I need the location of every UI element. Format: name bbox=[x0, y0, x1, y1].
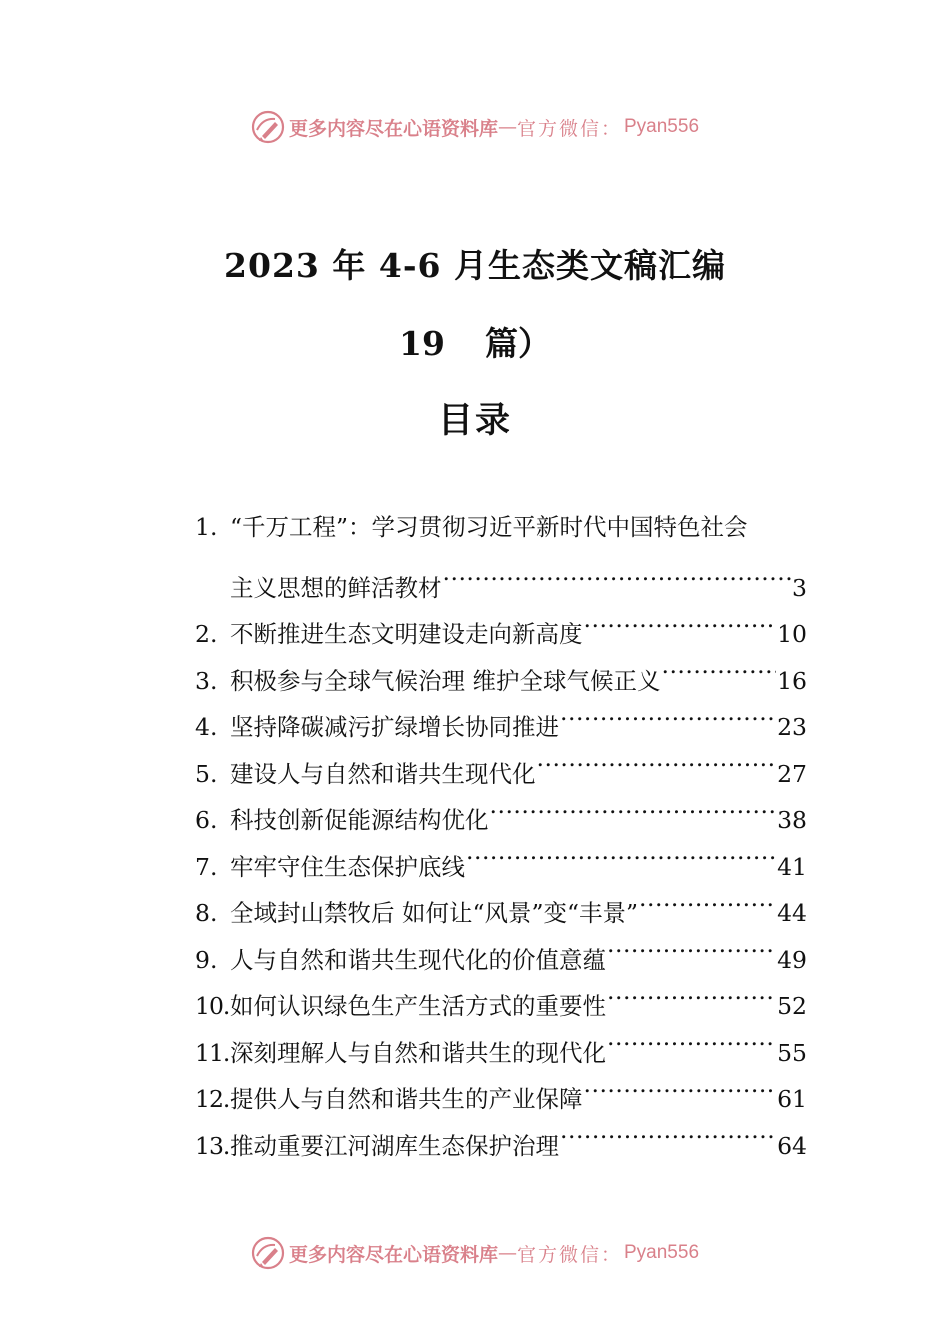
toc-leader-dots bbox=[639, 875, 776, 922]
toc-item-title: 建设人与自然和谐共生现代化 bbox=[230, 759, 536, 788]
pen-logo-icon bbox=[251, 1236, 285, 1270]
toc-leader-dots bbox=[490, 782, 777, 829]
toc-item-page: 61 bbox=[777, 1085, 807, 1113]
toc-leader-dots bbox=[443, 549, 792, 596]
toc-item-title: 不断推进生态文明建设走向新高度 bbox=[230, 620, 583, 648]
toc-item-number: 6. bbox=[195, 806, 218, 834]
watermark-main-text: 更多内容尽在心语资料库 bbox=[288, 117, 498, 140]
toc-leader-dots bbox=[584, 1061, 777, 1108]
toc-item-page: 38 bbox=[777, 806, 807, 834]
toc-item-title: 提供人与自然和谐共生的产业保障 bbox=[230, 1085, 583, 1113]
toc-leader-dots bbox=[537, 735, 777, 782]
toc-item-page: 49 bbox=[777, 945, 807, 974]
toc-item-title: 深刻理解人与自然和谐共生的现代化 bbox=[230, 1038, 606, 1067]
toc-item-title: 如何认识绿色生产生活方式的重要性 bbox=[230, 992, 606, 1020]
toc-item-number: 13. bbox=[195, 1131, 230, 1160]
toc-item-title: 积极参与全球气候治理 维护全球气候正义 bbox=[230, 666, 661, 695]
toc-leader-dots bbox=[607, 1014, 776, 1061]
watermark-wechat-id: Pyan556 bbox=[624, 1242, 700, 1263]
toc-item-number: 3. bbox=[195, 666, 218, 695]
toc-item-title: 科技创新促能源结构优化 bbox=[230, 806, 489, 834]
toc-item-number: 4. bbox=[195, 713, 218, 741]
toc-item-page: 52 bbox=[777, 992, 807, 1020]
toc-item-page: 16 bbox=[777, 666, 807, 695]
toc-item-title: 主义思想的鲜活教材 bbox=[230, 573, 442, 602]
document-subtitle bbox=[0, 318, 950, 365]
toc-leader-dots bbox=[661, 642, 776, 689]
watermark-header bbox=[0, 107, 950, 147]
watermark-sub-text: 官方微信： bbox=[516, 117, 622, 140]
subtitle-count: 19 bbox=[399, 324, 445, 363]
toc-item-number: 7. bbox=[195, 852, 218, 881]
toc-item-page: 41 bbox=[777, 852, 807, 881]
toc-item-page: 44 bbox=[777, 899, 807, 927]
toc-item-page: 23 bbox=[777, 713, 807, 741]
watermark-wechat-id: Pyan556 bbox=[624, 116, 700, 137]
toc-heading: 目录 bbox=[437, 400, 512, 441]
toc-item-title: 人与自然和谐共生现代化的价值意蕴 bbox=[230, 945, 606, 974]
toc-item-title-line1: “千万工程”：学习贯彻习近平新时代中国特色社会 bbox=[230, 513, 748, 541]
table-of-contents bbox=[195, 505, 807, 1160]
toc-leader-dots bbox=[584, 596, 777, 643]
toc-item-title: 牢牢守住生态保护底线 bbox=[230, 852, 465, 881]
toc-item-title: 坚持降碳减污扩绿增长协同推进 bbox=[230, 713, 559, 741]
watermark-dash: — bbox=[497, 116, 517, 138]
watermark-sub-text: 官方微信： bbox=[516, 1243, 622, 1266]
toc-item-number: 2. bbox=[195, 620, 218, 648]
toc-item-page: 3 bbox=[792, 573, 807, 602]
toc-leader-dots bbox=[560, 689, 776, 736]
toc-leader-dots bbox=[607, 921, 776, 968]
toc-item-number: 11. bbox=[195, 1038, 230, 1067]
toc-item-page: 55 bbox=[777, 1038, 807, 1067]
toc-item-page: 64 bbox=[777, 1131, 807, 1160]
document-title: 2023 年 4-6 月生态类文稿汇编 bbox=[224, 246, 726, 285]
toc-item-number: 12. bbox=[195, 1085, 230, 1113]
toc-item-title: 全域封山禁牧后 如何让“风景”变“丰景” bbox=[230, 899, 639, 927]
toc-item-number: 1. bbox=[195, 513, 218, 541]
toc-item-number: 5. bbox=[195, 759, 218, 788]
toc-item-number: 9. bbox=[195, 945, 218, 974]
toc-leader-dots bbox=[560, 1107, 776, 1154]
toc-item-1-line1[interactable] bbox=[195, 505, 807, 549]
watermark-footer bbox=[0, 1233, 950, 1273]
toc-item-number: 10. bbox=[195, 992, 230, 1020]
pen-logo-icon bbox=[251, 110, 285, 144]
toc-item-1-line2[interactable] bbox=[195, 549, 807, 602]
toc-leader-dots bbox=[466, 828, 776, 875]
toc-leader-dots bbox=[607, 968, 776, 1015]
subtitle-suffix: 篇） bbox=[484, 324, 551, 363]
watermark-dash: — bbox=[497, 1242, 517, 1264]
toc-item-title: 推动重要江河湖库生态保护治理 bbox=[230, 1131, 559, 1160]
watermark-main-text: 更多内容尽在心语资料库 bbox=[288, 1243, 498, 1266]
toc-item-number: 8. bbox=[195, 899, 218, 927]
toc-item-page: 27 bbox=[777, 759, 807, 788]
toc-item-page: 10 bbox=[777, 620, 807, 648]
